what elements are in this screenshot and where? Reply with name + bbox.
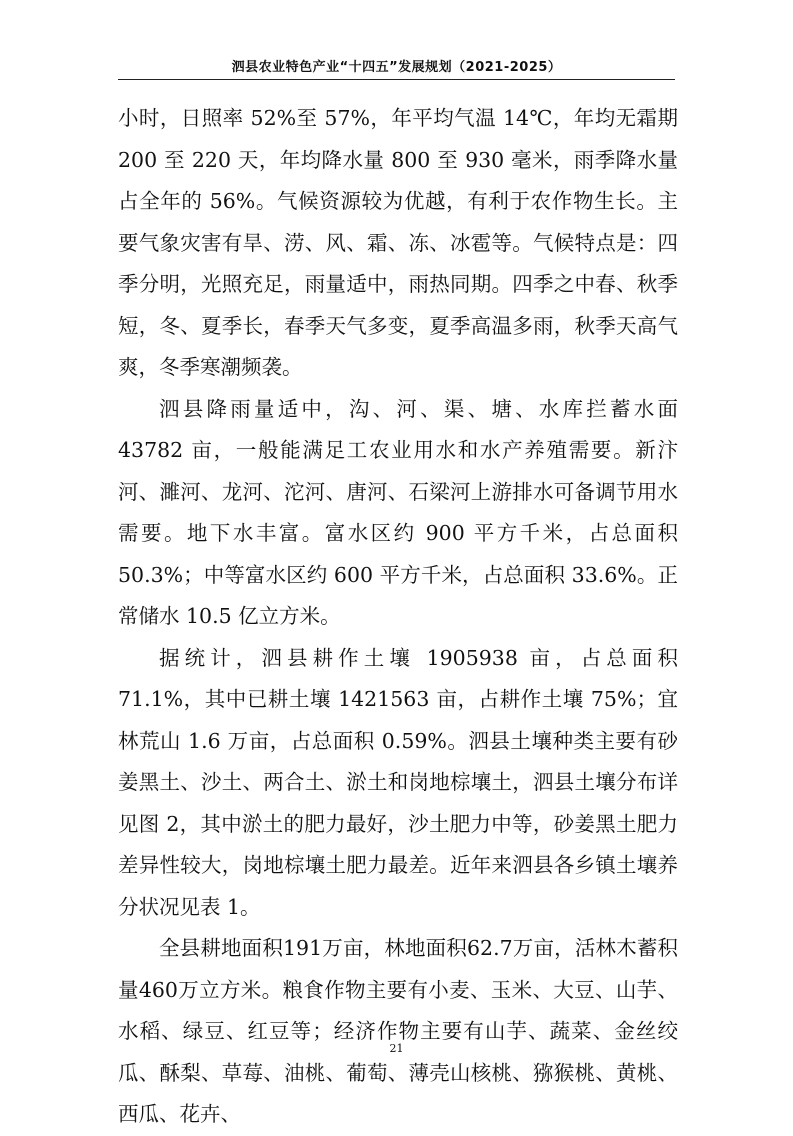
page-number: 21 xyxy=(389,1042,404,1055)
running-header-title: 泗县农业特色产业“十四五”发展规划（2021-2025） xyxy=(231,60,562,75)
paragraph-land-and-crops: 全县耕地面积191万亩，林地面积62.7万亩，活林木蓄积量460万立方米。粮食作物主要有小麦、玉米、大豆、山芋、水稻、绿豆、红豆等；经济作物主要有山芋、蔬菜、金丝绞瓜、酥梨、草莓、油桃、葡萄、薄壳山核桃、猕猴桃、黄桃、西瓜、花卉、 xyxy=(118,936,678,1126)
paragraph-soil: 据统计，泗县耕作土壤 1905938 亩，占总面积 71.1%，其中已耕土壤 1421563 亩，占耕作土壤 75%；宜林荒山 1.6 万亩，占总面积 0.59%。泗县土壤种类主要有砂姜黑土、沙土、两合土、淤土和岗地棕壤土，泗县土壤分布详见图 2，其中淤土的肥力最好，沙土肥力中等，砂姜黑土肥力差异性较大，岗地棕壤土肥力最差。近年来泗县各乡镇土壤养分状况见表 1。 xyxy=(118,645,678,919)
body-text xyxy=(118,98,678,1136)
header-rule xyxy=(118,79,675,80)
paragraph-water-resources: 泗县降雨量适中，沟、河、渠、塘、水库拦蓄水面 43782 亩，一般能满足工农业用水和水产养殖需要。新汴河、濉河、龙河、沱河、唐河、石梁河上游排水可备调节用水需要。地下水丰富。富水区约 900 平方千米，占总面积 50.3%；中等富水区约 600 平方千米，占总面积 33.6%。正常储水 10.5 亿立方米。 xyxy=(118,396,678,628)
paragraph-climate: 小时，日照率 52%至 57%，年平均气温 14℃，年均无霜期 200 至 220 天，年均降水量 800 至 930 毫米，雨季降水量占全年的 56%。气候资源较为优越，有利于农作物生长。主要气象灾害有旱、涝、风、霜、冻、冰雹等。气候特点是：四季分明，光照充足，雨量适中，雨热同期。四季之中春、秋季短，冬、夏季长，春季天气多变，夏季高温多雨，秋季天高气爽，冬季寒潮频袭。 xyxy=(118,106,678,379)
